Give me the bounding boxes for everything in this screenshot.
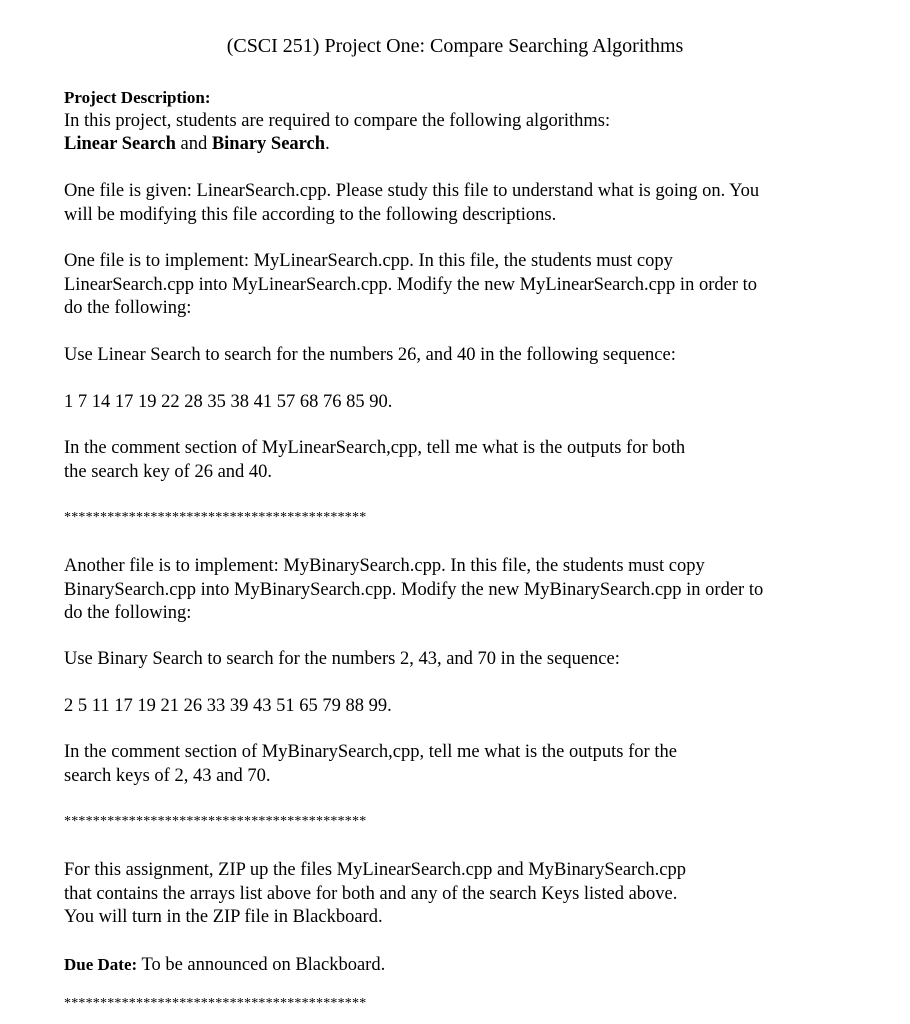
- zip-line-1: For this assignment, ZIP up the files MyLinearSearch.cpp and MyBinarySearch.cpp: [64, 860, 687, 880]
- binary-comment-paragraph: [64, 741, 864, 788]
- due-date-text: To be announced on Blackboard.: [137, 955, 386, 975]
- impl1-line-2: LinearSearch.cpp into MyLinearSearch.cpp. Modify the new MyLinearSearch.cpp in order to: [64, 274, 757, 295]
- binary-search-term: Binary Search: [211, 134, 326, 154]
- impl1-line-3: do the following:: [64, 298, 192, 318]
- due-date-line: [64, 953, 864, 978]
- binary-sequence-paragraph: [64, 695, 864, 719]
- binary-task-paragraph: [64, 648, 864, 672]
- impl1-line-1: One file is to implement: MyLinearSearch.cpp. In this file, the students must copy: [64, 251, 673, 271]
- zip-paragraph: [64, 859, 864, 930]
- binary-comment-line-2: search keys of 2, 43 and 70.: [64, 765, 271, 786]
- and-text: and: [175, 134, 212, 154]
- linear-implement-paragraph: [64, 250, 864, 321]
- separator-2: ******************************************: [64, 814, 367, 829]
- description-heading: Project Description:: [64, 88, 211, 107]
- zip-line-3: You will turn in the ZIP file in Blackboard.: [64, 907, 383, 927]
- page-title: (CSCI 251) Project One: Compare Searching Algorithms: [226, 35, 684, 57]
- binary-implement-paragraph: [64, 555, 864, 626]
- impl2-line-2: BinarySearch.cpp into MyBinarySearch.cpp. Modify the new MyBinarySearch.cpp in order to: [64, 579, 764, 600]
- impl2-line-1: Another file is to implement: MyBinarySearch.cpp. In this file, the students must copy: [64, 556, 705, 576]
- project-description-section: [64, 86, 864, 157]
- binary-sequence: 2 5 11 17 19 21 26 33 39 43 51 65 79 88 99.: [64, 696, 392, 716]
- linear-search-term: Linear Search: [64, 134, 176, 154]
- impl2-line-3: do the following:: [64, 603, 192, 623]
- zip-line-2: that contains the arrays list above for both and any of the search Keys listed above.: [64, 883, 678, 904]
- binary-comment-line-1: In the comment section of MyBinarySearch,cpp, tell me what is the outputs for the: [64, 742, 677, 762]
- given-line-1: One file is given: LinearSearch.cpp. Please study this file to understand what is going on. You: [64, 181, 760, 201]
- binary-task: Use Binary Search to search for the numbers 2, 43, and 70 in the sequence:: [64, 649, 620, 669]
- algorithms-line: [64, 133, 864, 157]
- due-date-label: Due Date:: [64, 955, 138, 974]
- separator-1: ******************************************: [64, 510, 367, 525]
- linear-comment-paragraph: [64, 437, 864, 484]
- due-date-paragraph: [64, 953, 864, 978]
- linear-comment-line-1: In the comment section of MyLinearSearch,cpp, tell me what is the outputs for both: [64, 438, 686, 458]
- linear-task-paragraph: [64, 344, 864, 368]
- given-line-2: will be modifying this file according to the following descriptions.: [64, 204, 557, 225]
- separator-3: ******************************************: [64, 996, 367, 1011]
- linear-task: Use Linear Search to search for the numbers 26, and 40 in the following sequence:: [64, 345, 676, 365]
- intro-line: In this project, students are required to compare the following algorithms:: [64, 110, 611, 131]
- linear-sequence-paragraph: [64, 391, 864, 415]
- linear-sequence: 1 7 14 17 19 22 28 35 38 41 57 68 76 85 90.: [64, 392, 393, 412]
- period-text: .: [325, 134, 330, 154]
- given-file-paragraph: [64, 180, 864, 227]
- linear-comment-line-2: the search key of 26 and 40.: [64, 461, 273, 482]
